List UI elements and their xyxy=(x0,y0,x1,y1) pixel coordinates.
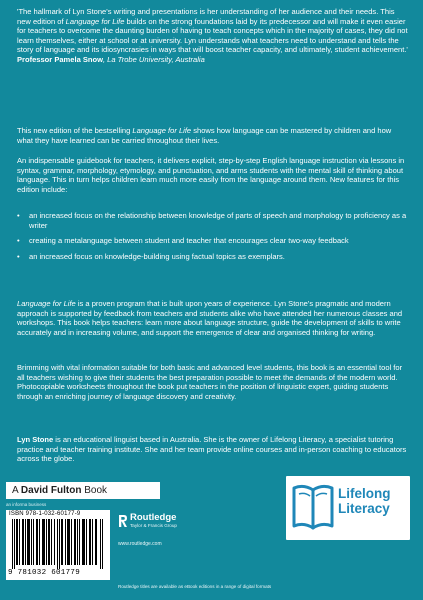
feature-list xyxy=(17,211,409,267)
barcode-icon xyxy=(12,519,104,569)
brimming-paragraph xyxy=(17,363,409,401)
barcode-box xyxy=(6,510,110,580)
barcode-number: 9 781032 601779 xyxy=(8,569,81,577)
david-fulton-badge xyxy=(6,482,160,499)
feature-list-item xyxy=(17,211,409,230)
bullet-icon xyxy=(17,211,29,230)
brimming-text: Brimming with vital information suitable for both basic and advanced level students, this book is an essential tool for all teachers wishing to give their students the best preparation possible to meet the demands of the modern world. Photocopiable worksheets throughout the book put teachers in the position of linguistic expert, guiding students through an enriching journey of language discovery and creativity. xyxy=(17,363,403,401)
endorsement-quote xyxy=(17,7,409,64)
bullet-icon xyxy=(17,236,29,246)
badge-prefix: A xyxy=(12,485,21,496)
bullet-icon xyxy=(17,252,29,262)
author-bio-text: is an educational linguist based in Australia. She is the owner of Lifelong Literacy, a specialist tutoring practice and teacher training institute. She and her team provide online courses and in-person coaching to educators across the globe. xyxy=(17,435,407,464)
routledge-name: Routledge xyxy=(130,512,177,523)
program-paragraph xyxy=(17,299,409,337)
open-book-icon xyxy=(290,480,336,536)
badge-brand: David Fulton xyxy=(20,485,82,496)
endorsement-book-title: Language for Life xyxy=(65,16,125,26)
ebook-footnote: Routledge titles are available as eBook editions in a range of digital formats xyxy=(118,584,272,589)
guidebook-paragraph xyxy=(17,156,409,194)
author-name: Lyn Stone xyxy=(17,435,54,444)
edition-book-title: Language for Life xyxy=(132,126,192,135)
guidebook-text: An indispensable guidebook for teachers, it delivers explicit, step-by-step English language instruction via lessons in syntax, grammar, morphology, etymology, and punctuation, and arms students with the mental skill of thinking about language. This in turn helps children learn much more easily from the language around them. New features for this edition include: xyxy=(17,156,405,194)
routledge-logo-icon xyxy=(118,514,128,528)
lifelong-literacy-logo xyxy=(286,476,410,540)
endorsement-text: 'The hallmark of Lyn Stone's writing and presentations is her understanding of her audience and their needs. This new edition of xyxy=(17,7,395,26)
endorser-affiliation: , La Trobe University, Australia xyxy=(102,54,205,64)
feature-text: creating a metalanguage between student and teacher that encourages clear two-way feedback xyxy=(29,236,349,246)
program-text: is a proven program that is built upon years of experience. Lyn Stone's pragmatic and modern approach is supported by feedback from teachers and students alike who have attended her numerous classes and workshops. This book helps teachers: learn more about language structure, guide the development of skills to write accurately and in increasing volume, and support the emergence of clear and organised thinking for writing. xyxy=(17,299,403,337)
lifelong-literacy-wordmark: Lifelong Literacy xyxy=(338,486,391,516)
informa-label: an informa business xyxy=(6,502,47,507)
program-book-title: Language for Life xyxy=(17,299,76,308)
publisher-website: www.routledge.com xyxy=(118,541,162,547)
endorsement-text-rest: builds on the strong foundations laid by its predecessor and will make it even easier for teachers to overcome the daunting burden of having to teach concepts which in the majority of cases, they did not learn themselves, either at school or at university. Lyn understands what teachers need to understand and tells the story of language and its idiosyncrasies in ways that will boost teacher capacity, and ultimately, student achievement.' xyxy=(17,16,408,55)
isbn-label: ISBN 978-1-032-60177-9 xyxy=(9,511,81,517)
edition-text-before: This new edition of the bestselling xyxy=(17,126,133,135)
routledge-subtitle: Taylor & Francis Group xyxy=(130,523,177,528)
badge-suffix: Book xyxy=(81,485,108,496)
edition-paragraph xyxy=(17,126,409,145)
feature-text: an increased focus on knowledge-building using factual topics as exemplars. xyxy=(29,251,285,261)
feature-list-item xyxy=(17,252,409,262)
edition-text-after: shows how language can be mastered by children and how what they have learned can be carried throughout their lives. xyxy=(17,126,392,145)
author-bio xyxy=(17,435,409,464)
feature-text: an increased focus on the relationship between knowledge of parts of speech and morphology to proficiency as a writer xyxy=(29,211,407,230)
feature-list-item xyxy=(17,236,409,246)
endorser-name: Professor Pamela Snow xyxy=(17,54,103,64)
